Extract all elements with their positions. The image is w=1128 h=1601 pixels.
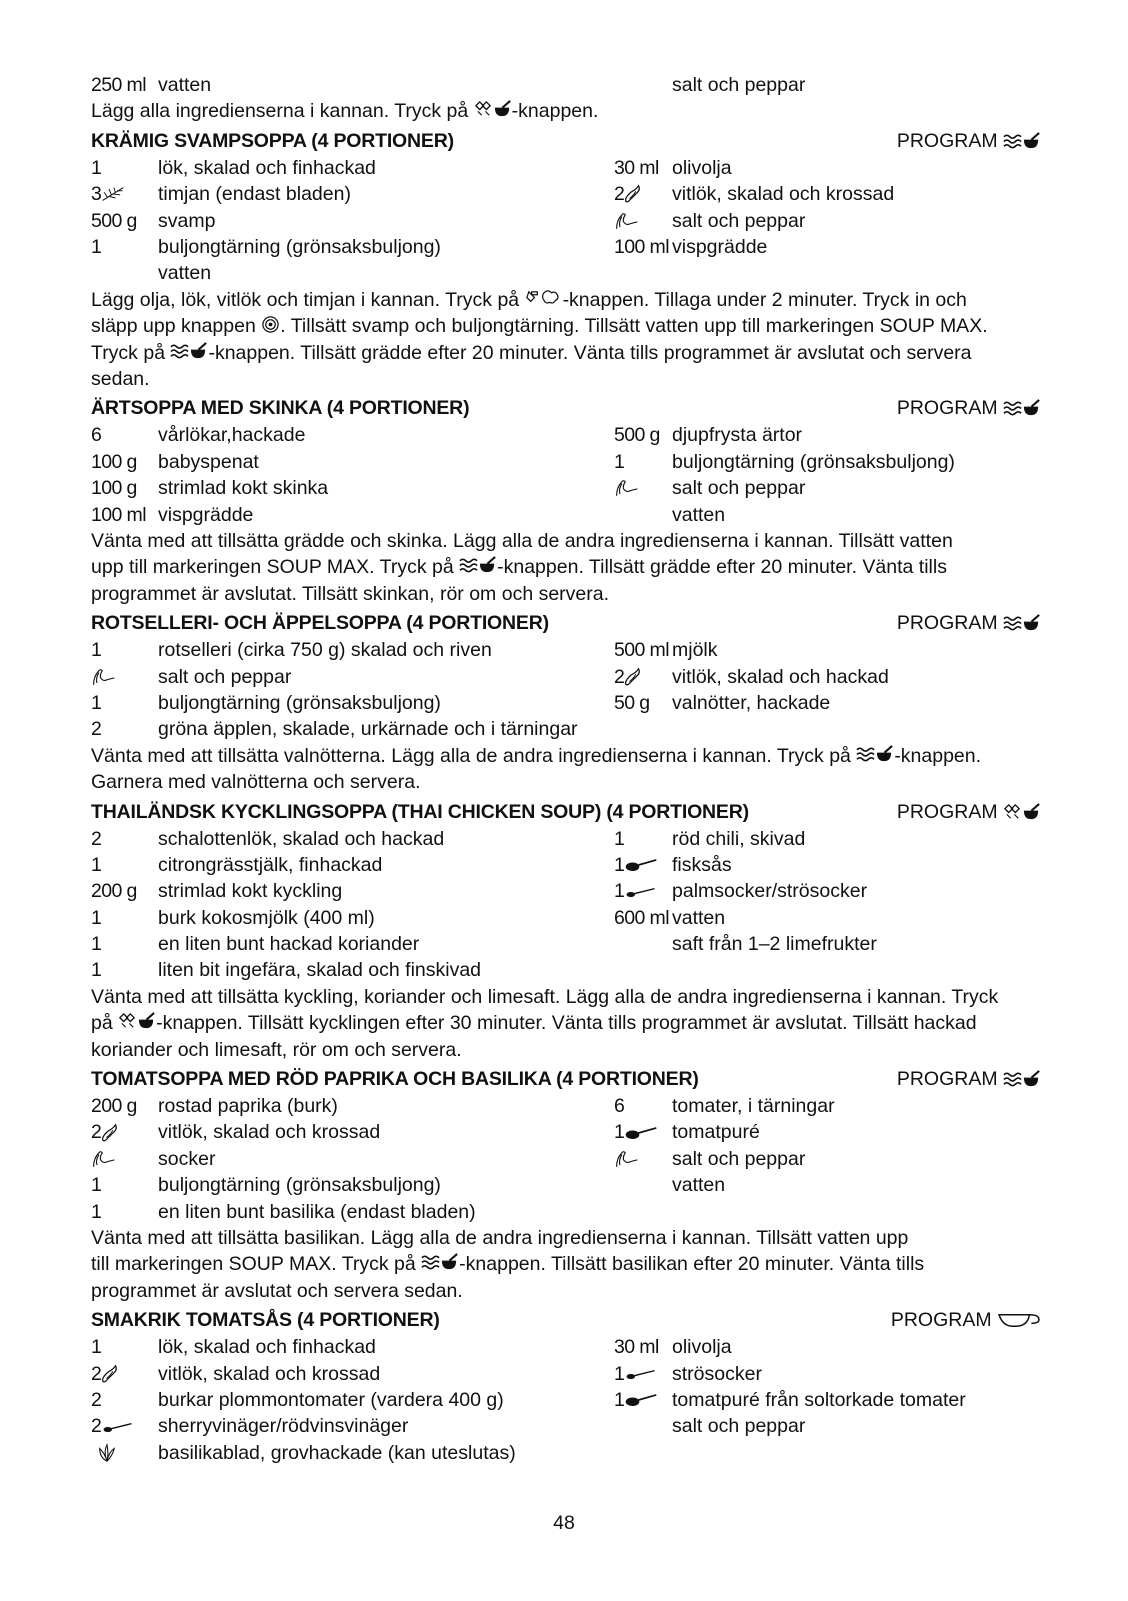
right-ingredient: fisksås xyxy=(672,853,732,876)
ingredient-row xyxy=(91,502,1051,528)
right-quantity xyxy=(614,475,672,501)
left-quantity xyxy=(91,1440,158,1466)
pinch-icon xyxy=(91,667,117,687)
ingredient-row xyxy=(91,905,1051,931)
recipe-header xyxy=(91,1307,1051,1334)
recipe-header xyxy=(91,128,1051,155)
right-quantity: 1 xyxy=(614,450,625,473)
left-quantity: 2 xyxy=(91,1361,158,1387)
ingredient-row xyxy=(91,664,1051,690)
ingredient-row xyxy=(91,878,1051,904)
right-ingredient: buljongtärning (grönsaksbuljong) xyxy=(672,450,955,473)
left-quantity: 1 xyxy=(91,1336,102,1359)
left-quantity: 1 xyxy=(91,959,102,982)
teaspoon-icon xyxy=(101,1418,135,1436)
ingredient-row xyxy=(91,716,1051,742)
ingredient-row xyxy=(91,1093,1051,1119)
recipe-header xyxy=(91,799,1051,826)
right-quantity: 600 ml xyxy=(614,906,669,929)
pinch-icon xyxy=(614,211,640,231)
left-ingredient: buljongtärning (grönsaksbuljong) xyxy=(158,1174,441,1197)
program-label: PROGRAM xyxy=(897,610,1051,637)
tablespoon-icon xyxy=(624,856,658,874)
ingredient-row xyxy=(91,234,1051,260)
right-ingredient: salt och peppar xyxy=(672,1147,806,1170)
left-quantity: 1 xyxy=(91,906,102,929)
left-quantity: 2 xyxy=(91,718,102,741)
right-ingredient: vispgrädde xyxy=(672,235,768,258)
left-quantity: 1 xyxy=(91,691,102,714)
right-quantity xyxy=(614,1440,672,1466)
ingredient-row xyxy=(91,931,1051,957)
left-quantity: 1 xyxy=(91,1174,102,1197)
right-ingredient: palmsocker/strösocker xyxy=(672,880,868,903)
smooth-soup-program-icon xyxy=(1003,132,1041,151)
right-ingredient: salt och peppar xyxy=(672,74,806,96)
left-ingredient: citrongrässtjälk, finhackad xyxy=(158,853,383,876)
left-ingredient: vispgrädde xyxy=(158,503,254,526)
left-ingredient: en liten bunt hackad koriander xyxy=(158,933,420,956)
left-ingredient: rotselleri (cirka 750 g) skalad och riven xyxy=(158,639,492,662)
right-ingredient: tomatpuré från soltorkade tomater xyxy=(672,1389,966,1412)
ingredient-row xyxy=(91,1172,1051,1198)
left-ingredient: timjan (endast bladen) xyxy=(158,183,351,206)
ingredient-row xyxy=(91,260,1051,286)
program-label: PROGRAM xyxy=(897,128,1051,155)
tablespoon-icon xyxy=(624,1391,658,1409)
instructions: Vänta med att tillsätta valnötterna. Lägg alla de andra ingredienserna i kannan. Tryck på -knappen. Garnera med valnötterna och servera. xyxy=(91,744,982,794)
left-quantity: 250 ml xyxy=(91,74,146,96)
teaspoon-icon xyxy=(624,1365,658,1383)
left-ingredient: vårlökar,hackade xyxy=(158,424,306,447)
right-quantity xyxy=(614,208,672,234)
ingredient-row xyxy=(91,1413,1051,1439)
ingredient-row xyxy=(91,852,1051,878)
left-quantity: 200 g xyxy=(91,1095,137,1118)
left-quantity: 2 xyxy=(91,827,102,850)
recipe-header xyxy=(91,395,1051,422)
instructions: Vänta med att tillsätta basilikan. Lägg alla de andra ingredienserna i kannan. Tillsätt vatten upp till markeringen SOUP MAX. Tryck på -knappen. Tillsätt basilikan efter 20 minuter. Vänta tills programmet är avslutat och servera sedan. xyxy=(91,1227,925,1302)
recipe-page xyxy=(91,72,1051,1466)
right-quantity: 6 xyxy=(614,1095,625,1118)
left-quantity: 1 xyxy=(91,853,102,876)
ingredient-row xyxy=(91,422,1051,448)
left-ingredient: lök, skalad och finhackad xyxy=(158,156,376,179)
left-quantity: 2 xyxy=(91,1413,158,1439)
ingredient-row xyxy=(91,1119,1051,1145)
right-ingredient: salt och peppar xyxy=(672,209,806,232)
instructions: Vänta med att tillsätta kyckling, koriander och limesaft. Lägg alla de andra ingredienserna i kannan. Tryck på -knappen. Tillsätt kycklingen efter 30 minuter. Vänta tills programmet är avslutat. Tillsätt hackad koriander och limesaft, rör om och servera. xyxy=(91,985,999,1061)
right-quantity: 1 xyxy=(614,1361,672,1387)
recipe-title: ROTSELLERI- OCH ÄPPELSOPPA (4 PORTIONER) xyxy=(91,612,549,635)
left-ingredient: vitlök, skalad och krossad xyxy=(158,1121,381,1144)
right-ingredient xyxy=(672,260,1051,286)
right-ingredient: vatten xyxy=(672,503,726,526)
recipe-header xyxy=(91,1066,1051,1093)
left-quantity: 100 g xyxy=(91,450,137,473)
left-ingredient: svamp xyxy=(158,209,216,232)
ingredient-row xyxy=(91,181,1051,207)
pinch-icon xyxy=(91,1149,117,1169)
left-ingredient: lök, skalad och finhackad xyxy=(158,1336,376,1359)
left-ingredient: sherryvinäger/rödvinsvinäger xyxy=(158,1415,409,1438)
basil-leaves-icon xyxy=(96,1443,118,1463)
right-ingredient xyxy=(672,1440,1051,1466)
recipe-title: ÄRTSOPPA MED SKINKA (4 PORTIONER) xyxy=(91,397,470,420)
chunky-soup-program-icon xyxy=(474,100,512,119)
left-quantity: 100 g xyxy=(91,477,137,500)
smooth-soup-program-icon xyxy=(459,556,497,575)
right-ingredient xyxy=(672,1199,1051,1225)
right-quantity xyxy=(614,1413,672,1439)
right-quantity xyxy=(614,1146,672,1172)
right-quantity: 500 ml xyxy=(614,639,669,662)
saute-program-icon xyxy=(525,289,563,308)
chunky-soup-program-icon xyxy=(118,1012,156,1031)
right-ingredient: strösocker xyxy=(672,1362,762,1385)
left-ingredient: buljongtärning (grönsaksbuljong) xyxy=(158,235,441,258)
ingredient-row xyxy=(91,449,1051,475)
right-quantity: 100 ml xyxy=(614,235,669,258)
right-quantity: 1 xyxy=(614,827,625,850)
right-quantity: 1 xyxy=(614,878,672,904)
right-ingredient: djupfrysta ärtor xyxy=(672,424,803,447)
recipe-title: SMAKRIK TOMATSÅS (4 PORTIONER) xyxy=(91,1309,440,1332)
garlic-clove-icon xyxy=(101,1364,121,1384)
smooth-soup-program-icon xyxy=(421,1253,459,1272)
right-ingredient: vitlök, skalad och hackad xyxy=(672,665,889,688)
right-quantity: 30 ml xyxy=(614,1336,659,1359)
right-ingredient xyxy=(672,957,1051,983)
right-ingredient: tomater, i tärningar xyxy=(672,1095,835,1118)
left-ingredient: vatten xyxy=(158,262,212,285)
pinch-icon xyxy=(614,478,640,498)
ingredient-row xyxy=(91,826,1051,852)
left-quantity: 500 g xyxy=(91,209,137,232)
ingredient-row xyxy=(91,690,1051,716)
right-quantity: 500 g xyxy=(614,424,660,447)
smooth-soup-program-icon xyxy=(170,342,208,361)
left-ingredient: vitlök, skalad och krossad xyxy=(158,1362,381,1385)
garlic-clove-icon xyxy=(101,1123,121,1143)
right-ingredient: mjölk xyxy=(672,639,718,662)
left-quantity: 100 ml xyxy=(91,503,146,526)
right-quantity xyxy=(614,931,672,957)
left-ingredient: socker xyxy=(158,1147,216,1170)
left-ingredient: burkar plommontomater (vardera 400 g) xyxy=(158,1389,504,1412)
right-quantity: 1 xyxy=(614,1387,672,1413)
right-ingredient: vatten xyxy=(672,1174,726,1197)
ingredient-row xyxy=(91,208,1051,234)
tablespoon-icon xyxy=(624,1124,658,1142)
left-quantity: 1 xyxy=(91,1200,102,1223)
right-ingredient xyxy=(672,716,1051,742)
left-quantity: 200 g xyxy=(91,880,137,903)
pulse-button-icon xyxy=(261,315,280,334)
smooth-soup-program-icon xyxy=(1003,399,1041,418)
left-quantity: 1 xyxy=(91,639,102,662)
chunky-soup-program-icon xyxy=(1003,803,1041,822)
right-quantity: 1 xyxy=(614,1119,672,1145)
right-quantity: 2 xyxy=(614,181,672,207)
left-ingredient: babyspenat xyxy=(158,450,259,473)
program-label: PROGRAM xyxy=(897,1066,1051,1093)
garlic-clove-icon xyxy=(624,667,644,687)
right-ingredient: tomatpuré xyxy=(672,1121,760,1144)
left-ingredient: buljongtärning (grönsaksbuljong) xyxy=(158,691,441,714)
instructions: Vänta med att tillsätta grädde och skinka. Lägg alla de andra ingredienserna i kannan. Tillsätt vatten upp till markeringen SOUP MAX. Tryck på -knappen. Tillsätt grädde efter 20 minuter. Vänta tills programmet är avslutat. Tillsätt skinkan, rör om och servera. xyxy=(91,529,953,605)
recipe-title: TOMATSOPPA MED RÖD PAPRIKA OCH BASILIKA (4 PORTIONER) xyxy=(91,1068,699,1091)
left-quantity: 2 xyxy=(91,1119,158,1145)
smooth-soup-program-icon xyxy=(1003,614,1041,633)
right-quantity: 30 ml xyxy=(614,156,659,179)
right-quantity xyxy=(614,72,672,98)
teaspoon-icon xyxy=(624,883,658,901)
ingredient-row xyxy=(91,1440,1051,1466)
left-ingredient: liten bit ingefära, skalad och finskivad xyxy=(158,959,482,982)
right-quantity xyxy=(614,502,672,528)
right-ingredient: olivolja xyxy=(672,1336,732,1359)
left-quantity xyxy=(91,664,158,690)
right-quantity xyxy=(614,1172,672,1198)
program-label: PROGRAM xyxy=(891,1307,1051,1334)
left-ingredient: en liten bunt basilika (endast bladen) xyxy=(158,1200,476,1223)
right-ingredient: valnötter, hackade xyxy=(672,691,831,714)
left-ingredient: gröna äpplen, skalade, urkärnade och i tärningar xyxy=(158,718,578,741)
left-ingredient: burk kokosmjölk (400 ml) xyxy=(158,906,375,929)
right-ingredient: saft från 1–2 limefrukter xyxy=(672,933,877,956)
left-quantity: 2 xyxy=(91,1389,102,1412)
left-quantity: 6 xyxy=(91,424,102,447)
program-label: PROGRAM xyxy=(897,799,1051,826)
left-ingredient: strimlad kokt kyckling xyxy=(158,880,343,903)
left-ingredient: strimlad kokt skinka xyxy=(158,477,329,500)
ingredient-row xyxy=(91,475,1051,501)
ingredient-row xyxy=(91,637,1051,663)
recipe-title: THAILÄNDSK KYCKLINGSOPPA (THAI CHICKEN SOUP) (4 PORTIONER) xyxy=(91,800,749,823)
left-ingredient: rostad paprika (burk) xyxy=(158,1095,338,1118)
recipe-header xyxy=(91,610,1051,637)
right-quantity xyxy=(614,260,672,286)
left-ingredient: basilikablad, grovhackade (kan uteslutas) xyxy=(158,1441,516,1464)
left-quantity: 1 xyxy=(91,933,102,956)
left-quantity xyxy=(91,1146,158,1172)
ingredient-row xyxy=(91,72,1051,98)
smooth-soup-program-icon xyxy=(856,745,894,764)
right-ingredient: röd chili, skivad xyxy=(672,827,806,850)
left-ingredient: salt och peppar xyxy=(158,665,292,688)
garlic-clove-icon xyxy=(624,184,644,204)
right-quantity: 50 g xyxy=(614,691,650,714)
ingredient-row xyxy=(91,1199,1051,1225)
instructions: Lägg alla ingredienserna i kannan. Tryck på -knappen. xyxy=(91,100,599,123)
recipe-title: KRÄMIG SVAMPSOPPA (4 PORTIONER) xyxy=(91,129,454,152)
left-quantity: 3 xyxy=(91,181,158,207)
left-ingredient: schalottenlök, skalad och hackad xyxy=(158,827,445,850)
instructions: Lägg olja, lök, vitlök och timjan i kannan. Tryck på -knappen. Tillaga under 2 minuter. Tryck in och släpp upp knappen . Tillsätt svamp och buljongtärning. Tillsätt vatten upp till markeringen SOUP MAX. Tryck på -knappen. Tillsätt grädde efter 20 minuter. Vänta tills programmet är avslutat och servera sedan. xyxy=(91,288,988,390)
left-quantity: 1 xyxy=(91,235,102,258)
left-ingredient: vatten xyxy=(158,74,212,96)
ingredient-row xyxy=(91,155,1051,181)
right-ingredient: olivolja xyxy=(672,156,732,179)
right-quantity xyxy=(614,1199,672,1225)
right-ingredient: vatten xyxy=(672,906,726,929)
ingredient-row xyxy=(91,1361,1051,1387)
right-quantity: 2 xyxy=(614,664,672,690)
right-ingredient: vitlök, skalad och krossad xyxy=(672,183,895,206)
right-ingredient: salt och peppar xyxy=(672,477,806,500)
smooth-soup-program-icon xyxy=(1003,1070,1041,1089)
ingredient-row xyxy=(91,1146,1051,1172)
page-number: 48 xyxy=(553,1512,575,1534)
left-quantity: 1 xyxy=(91,156,102,179)
right-quantity xyxy=(614,957,672,983)
pinch-icon xyxy=(614,1149,640,1169)
right-quantity xyxy=(614,716,672,742)
sauce-program-icon xyxy=(997,1311,1041,1330)
left-quantity xyxy=(91,260,158,286)
ingredient-row xyxy=(91,1387,1051,1413)
right-quantity: 1 xyxy=(614,852,672,878)
thyme-sprig-icon xyxy=(101,185,125,203)
ingredient-row xyxy=(91,957,1051,983)
right-ingredient: salt och peppar xyxy=(672,1415,806,1438)
program-label: PROGRAM xyxy=(897,395,1051,422)
ingredient-row xyxy=(91,1334,1051,1360)
